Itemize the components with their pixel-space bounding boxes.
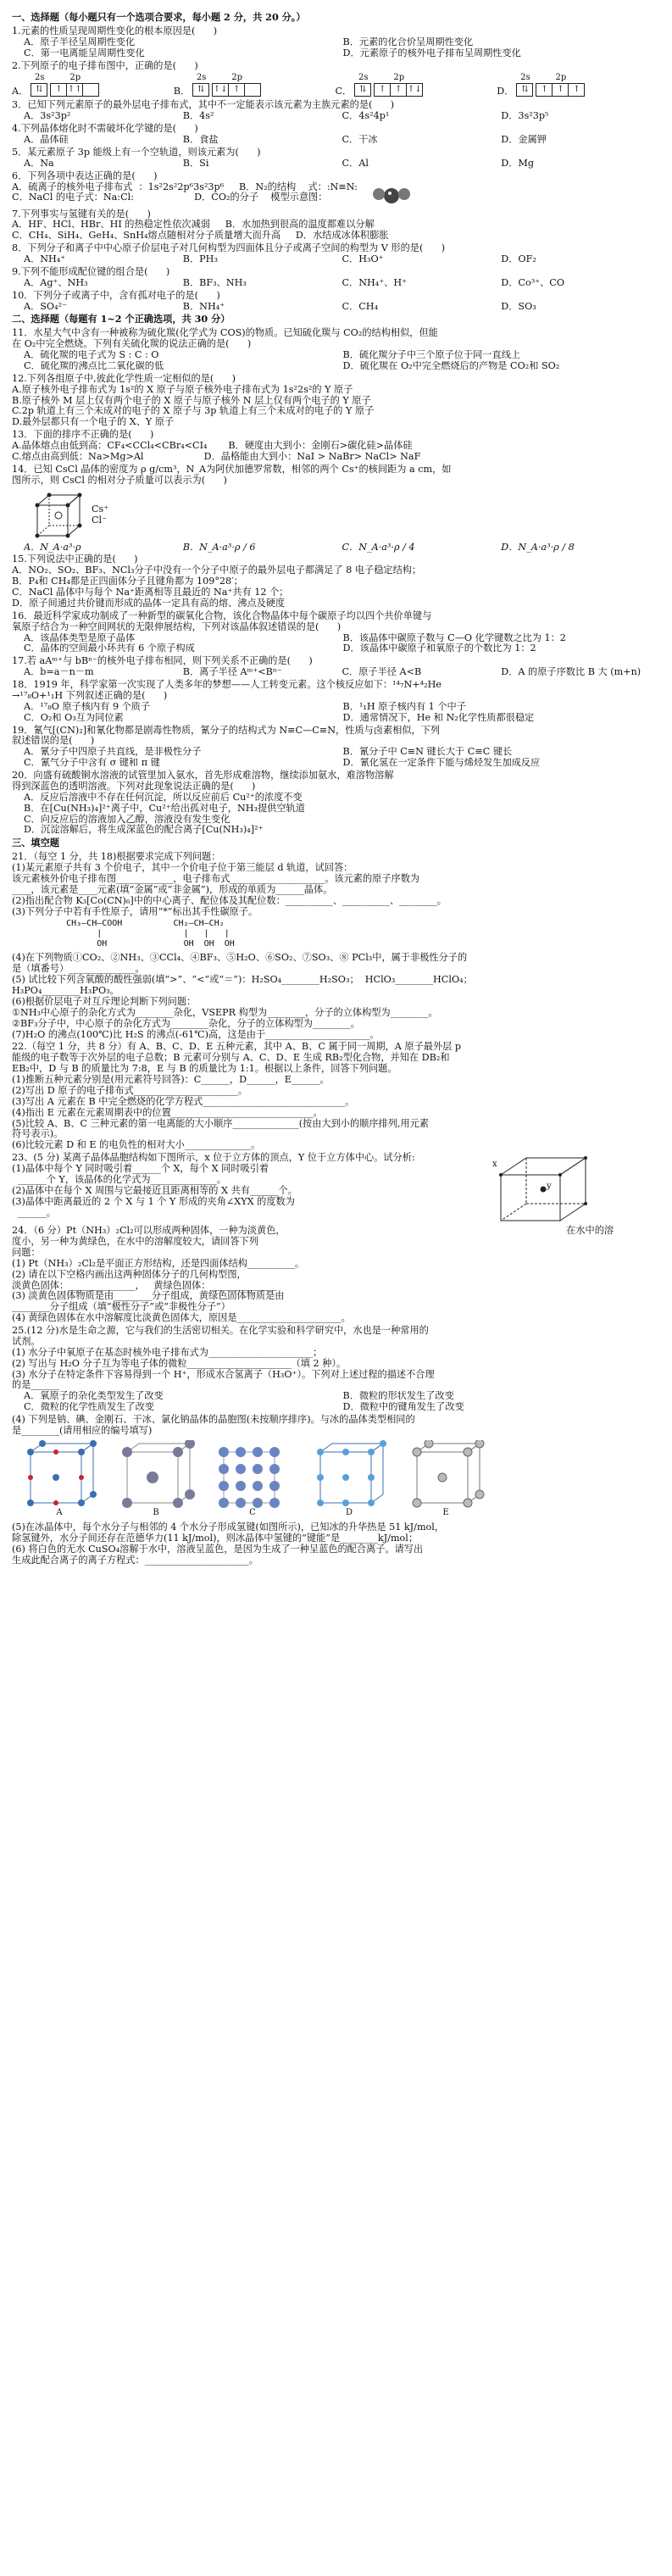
question-line: ①NH₃中心原子的杂化方式为________杂化，VSEPR 构型为________，分子的立体构型为________。 (12, 1006, 438, 1018)
question-line: ________分子组成（填“极性分子”或“非极性分子”） (12, 1301, 230, 1313)
option-a: A．NH₄⁺ (24, 254, 66, 264)
option-c: C．N_A·a³·ρ / 4 (342, 542, 415, 553)
crystal-lattice-icon (115, 1440, 197, 1508)
question-7 (12, 209, 653, 242)
question-stem: 15.下列说法中正确的是( ) (12, 554, 138, 565)
option-a: A．氰分子中四原子共直线，是非极性分子 (24, 747, 202, 758)
question-stem: 20．向盛有硫酸铜水溶液的试管里加入氨水，首先形成难溶物，继续添加氨水，难溶物溶解 (12, 770, 394, 781)
option-c: C．CH₄ (342, 301, 379, 312)
question-line: (1) 水分子中氧原子在基态时核外电子排布式为______________________； (12, 1346, 323, 1358)
option-a: A．Na (24, 158, 54, 169)
question-line: (1)晶体中每个 Y 同时吸引着______个 X，每个 X 同时吸引着 (12, 1163, 269, 1174)
crystal-figure-a (19, 1440, 100, 1518)
option-label: A． (12, 85, 29, 97)
option-c: C．H₃O⁺ (342, 254, 384, 264)
question-stem: 9.下列不能形成配位键的组合是( ) (12, 265, 170, 277)
option-line: B．P₄和 CH₄都是正四面体分子且键角都为 109°28′； (12, 576, 243, 587)
option-d: D．沉淀溶解后，将生成深蓝色的配合离子[Cu(NH₃)₄]²⁺ (24, 824, 264, 836)
figure-label: B (153, 1507, 159, 1517)
option-line: C．NaCl 晶体中与每个 Na⁺距离相等且最近的 Na⁺共有 12 个； (12, 587, 289, 598)
question-24 (12, 1226, 653, 1324)
question-line: (2) 请在以下空格内画出这两种固体分子的几何构型图， (12, 1268, 247, 1280)
question-9 (12, 267, 653, 289)
option-d: D．金属钾 (501, 135, 547, 145)
option-line: B.原子核外 M 层上仅有两个电子的 X 原子与原子核外 N 层上仅有两个电子的 Y 原子 (12, 394, 371, 406)
orbital-group (355, 73, 371, 97)
question-line: 的是______ (12, 1379, 59, 1391)
orbital-group (213, 73, 261, 97)
question-line: ②BF₃分子中，中心原子的杂化方式为________杂化，分子的立体构型为________。 (12, 1017, 360, 1029)
section-2-title: 二、选择题（每题有 1~2 个正确选项，共 30 分） (12, 313, 230, 325)
option-b: B．该晶体中碳原子数与 C—O 化学键数之比为 1：2 (342, 632, 566, 643)
question-20 (12, 771, 653, 836)
orbital-box: ⇅ (31, 83, 47, 97)
orbital-diagrams (12, 73, 653, 97)
question-stem: 19．氰气[(CN)₂]和氰化物都是剧毒性物质，氰分子的结构式为 N≡C—C≡N，性质与卤素相似，下列 (12, 724, 441, 736)
question-10 (12, 291, 653, 313)
orbital-box: ↑↓ (406, 83, 423, 97)
question-line: EB₂中，D 与 B 的质量比为 7:8，E 与 B 的质量比为 1:1。根据以上条件，回答下列问题。 (12, 1063, 397, 1075)
option-line: C．NaCl 的电子式：Na:Cl: D．CO₂的分子 模型示意图： (12, 192, 328, 203)
option-c: C．原子半径 A<B (342, 667, 422, 678)
question-line: 25.(12 分)水是生命之源，它与我们的生活密切相关。在化学实验和科学研究中，水也是一种常用的 (12, 1325, 429, 1336)
question-line: (2)写出 D 原子的电子排布式______________________。 (12, 1084, 248, 1096)
question-line: ____，该元素是____元素(填“金属”或“非金属”)，形成的单质为______晶体。 (12, 883, 333, 895)
option-d: D．Mg (501, 158, 535, 169)
molecule-structure: OH OH OH OH (46, 939, 235, 949)
option-b: B．BF₃、NH₃ (182, 277, 247, 288)
orbital-label: 2p (393, 73, 405, 83)
question-line: (2) 写出与 H₂O 分子互为等电子体的微粒______________________（填 2 种）。 (12, 1357, 347, 1369)
option-line: D．原子间通过共价键而形成的晶体一定具有高的熔、沸点及硬度 (12, 597, 286, 609)
question-stem: 17.若 aAᵐ⁺与 bBⁿ⁻的核外电子排布相同，则下列关系不正确的是( ) (12, 655, 313, 667)
question-line: (6)根据价层电子对互斥理论判断下列问题： (12, 995, 197, 1007)
question-line: 23、(5 分) 某离子晶体晶胞结构如下图所示，x 位于立方体的顶点，Y 位于立方体中心。试分析: (12, 1152, 415, 1164)
question-line: (6)比较元素 D 和 E 的电负性的相对大小______________。 (12, 1139, 261, 1151)
option-a: A．晶体硅 (24, 135, 69, 145)
question-line: 试剂。 (12, 1335, 41, 1347)
question-stem: 图所示，则 CsCl 的相对分子质量可以表示为( ) (12, 474, 227, 486)
question-23 (12, 1153, 653, 1224)
option-line: C．CH₄、SiH₄、GeH₄、SnH₄熔点随相对分子质量增大而升高 D．水结成冰体积膨胀 (12, 230, 389, 242)
orbital-diagram-option (497, 73, 653, 97)
question-21 (12, 852, 653, 1040)
option-c: C．硫化羰的沸点比二氧化碳的低 (24, 360, 164, 371)
question-25 (12, 1326, 653, 1566)
option-d: D．N_A·a³·ρ / 8 (501, 542, 575, 553)
option-a: A．¹⁷₈O 原子核内有 9 个质子 (24, 701, 151, 712)
option-d: D．该晶体中碳原子和氧原子的个数比为 1：2 (342, 643, 536, 654)
orbital-group (31, 73, 47, 97)
orbital-box: ↑ (228, 83, 245, 97)
option-a: A．原子半径呈周期性变化 (24, 36, 136, 47)
question-line: 生成此配合离子的离子方程式：______________________。 (12, 1554, 258, 1566)
orbital-label: 2s (196, 73, 207, 83)
orbital-box: ↑↑ (66, 83, 83, 97)
option-c: C．微粒的化学性质发生了改变 (24, 1402, 154, 1413)
crystal-figure-b (115, 1440, 197, 1518)
option-d: D．SO₃ (501, 301, 536, 312)
section-1-title: 一、选择题（每小题只有一个选项合要求，每小题 2 分，共 20 分。） (12, 11, 306, 23)
orbital-box: ↑ (50, 83, 67, 97)
question-stem: 5．某元素原子 3p 能级上有一个空轨道，则该元素为( ) (12, 146, 261, 158)
option-b: B．食盐 (182, 135, 219, 145)
orbital-label: 2s (358, 73, 369, 83)
question-line: (4)指出 E 元素在元素周期表中的位置______________________________。 (12, 1106, 323, 1118)
question-stem: 在 O₂中完全燃烧。下列有关硫化羰的说法正确的是( ) (12, 338, 252, 350)
orbital-box: ↑↓ (212, 83, 229, 97)
crystal-figure-c (212, 1440, 293, 1518)
question-stem: 氧原子结合为一种空间网状的无限伸展结构，下列对该晶体叙述错误的是( ) (12, 620, 342, 632)
x-label: x (492, 1160, 497, 1170)
question-line: ______个 Y，该晶体的化学式为______________。 (12, 1173, 227, 1185)
option-a: A．硫化羰的电子式为 S : C : O (24, 350, 159, 360)
option-a: A．该晶体类型是原子晶体 (24, 632, 136, 643)
question-stem: →¹⁷₈O+¹₁H 下列叙述正确的是( ) (12, 689, 168, 701)
orbital-group (51, 73, 99, 97)
option-b: B．¹₁H 原子核内有 1 个中子 (342, 701, 466, 712)
question-stem: 6．下列各项中表达正确的是( ) (12, 170, 158, 181)
orbital-box: ⇅ (192, 83, 209, 97)
question-stem: 8．下列分子和离子中中心原子价层电子对几何构型为四面体且分子或离子空间的构型为 V 形的是( ) (12, 242, 446, 254)
option-c: C．O₂和 O₃互为同位素 (24, 712, 124, 723)
option-line: C.2p 轨道上有三个未成对的电子的 X 原子与 3p 轨道上有三个未成对的电子的 Y 原子 (12, 405, 375, 417)
option-d: D．通常情况下，He 和 N₂化学性质都很稳定 (342, 712, 535, 723)
option-b: B．氰分子中 C≡N 键长大于 C≡C 键长 (342, 747, 513, 758)
option-a: A．反应后溶液中不存在任何沉淀，所以反应前后 Cu²⁺的浓度不变 (24, 791, 303, 803)
orbital-box: ↑ (536, 83, 553, 97)
question-line: 能级的电子数等于次外层的电子总数；B 元素可分别与 A、C、D、E 生成 RB₂型化合物，并知在 DB₂和 (12, 1052, 450, 1064)
option-line: C.熔点由高到低：Na>Mg>Al D．晶格能由大到小：NaI > NaBr> NaCl> NaF (12, 450, 421, 462)
option-c: C．NH₄⁺、H⁺ (342, 277, 408, 288)
question-3 (12, 100, 653, 122)
question-11 (12, 328, 653, 372)
option-line: D.最外层都只有一个电子的 X、Y 原子 (12, 416, 175, 428)
question-14 (12, 465, 653, 554)
orbital-label: 2s (520, 73, 530, 83)
question-line: (3)晶体中距离最近的 2 个 X 与 1 个 Y 形成的夹角∠XYX 的度数为 (12, 1195, 295, 1207)
question-stem: 1.元素的性质呈现周期性变化的根本原因是( ) (12, 25, 218, 36)
question-stem: 18．1919 年，科学家第一次实现了人类多年的梦想——人工转变元素。这个核反应如下：¹⁴₇N+⁴₂He (12, 679, 442, 690)
question-stem: 7.下列事实与氢键有关的是( ) (12, 208, 151, 220)
question-line: ______。 (12, 1206, 56, 1218)
question-line: (3) 淡黄色固体物质是由________分子组成，黄绿色固体物质是由 (12, 1290, 285, 1302)
crystal-figures (19, 1440, 653, 1518)
question-6 (12, 171, 653, 208)
option-b: B．在[Cu(NH₃)₄]²⁺离子中，Cu²⁺给出孤对电子，NH₃提供空轨道 (24, 802, 305, 814)
question-line: (3) 水分子在特定条件下容易得到一个 H⁺，形成水合氢离子（H₃O⁺）。下列对上述过程的描述不合理 (12, 1368, 435, 1380)
option-c: C．晶体的空间最小环共有 6 个原子构成 (24, 643, 195, 654)
crystal-figure-e (405, 1440, 486, 1518)
cs-label: Cs⁺ (92, 503, 109, 515)
question-line: (4)在下列物质①CO₂、②NH₃、③CCl₄、④BF₃、⑤H₂O、⑥SO₂、⑦SO₃、⑧ PCl₃中，属于非极性分子的 (12, 952, 468, 964)
question-line: (2)晶体中在每个 X 周围与它最接近且距离相等的 X 共有______个。 (12, 1184, 297, 1196)
option-b: B．Si (182, 158, 209, 169)
option-d: D．A 的原子序数比 B 大 (m+n) (501, 667, 641, 678)
option-b: B．4s² (182, 111, 214, 122)
orbital-box: ↑ (390, 83, 407, 97)
question-line: 21．（每空 1 分，共 18)根据要求完成下列问题： (12, 851, 221, 863)
question-stem: 叙述错误的是( ) (12, 735, 95, 747)
option-a: A．b=a－n－m (24, 667, 94, 678)
option-line: A．NO₂、SO₂、BF₃、NCl₃分子中没有一个分子中原子的最外层电子都满足了 8 电子稳定结构； (12, 565, 422, 576)
cscl-cell-figure (32, 490, 86, 541)
crystal-lattice-icon (308, 1440, 390, 1508)
orbital-label: 2p (69, 73, 81, 83)
question-line: (4) 黄绿色固体在水中溶解度比淡黄色固体大，原因是______________________。 (12, 1312, 351, 1324)
question-4 (12, 124, 653, 146)
question-line: (1)推断五种元素分别是(用元素符号回答)：C______，D______，E______。 (12, 1074, 330, 1085)
option-a: A．SO₄²⁻ (24, 301, 67, 312)
question-line: 除氢键外，水分子间还存在范德华力(11 kJ/mol)，则冰晶体中氢键的“键能”是________kJ/mol； (12, 1533, 419, 1544)
question-line: (1) Pt（NH₃）₂Cl₂是平面正方形结构，还是四面体结构__________。 (12, 1257, 305, 1269)
question-stem: 得到深蓝色的透明溶液。下列对此现象说法正确的是( ) (12, 780, 256, 792)
question-line: (3)写出 A 元素在 B 中完全燃烧的化学方程式______________________________。 (12, 1095, 355, 1107)
option-d: D．OF₂ (501, 254, 536, 264)
question-line: (2)指出配合物 K₃[Co(CN)₆]中的中心离子、配位体及其配位数：__________、__________、________。 (12, 894, 447, 906)
question-line: 24．（6 分）Pt（NH₃）₂Cl₂可以形成两种固体，一种为淡黄色， (12, 1225, 286, 1237)
orbital-label: 2s (35, 73, 45, 83)
question-22 (12, 1042, 653, 1151)
orbital-group (517, 73, 533, 97)
section-3-title: 三、填空题 (12, 837, 59, 849)
option-line: A．HF、HCl、HBr、HI 的热稳定性依次减弱 B．水加热到很高的温度都难以分解 (12, 219, 375, 231)
question-stem: 16．最近科学家成功制成了一种新型的碳氧化合物，该化合物晶体中每个碳原子均以四个共价单键与 (12, 609, 432, 621)
option-a: A．N_A·a³·ρ (24, 542, 81, 553)
molecule-structure: CH₃—CH—COOH CH₂—CH—CH₂ (46, 919, 225, 929)
question-line: 度小，另一种为黄绿色，在水中的溶解度较大，请回答下列 (12, 1236, 258, 1247)
figure-label: C (249, 1507, 256, 1517)
figure-label: E (442, 1507, 449, 1517)
question-line: 淡黄色固体：______________， 黄绿色固体：______________ (12, 1279, 277, 1291)
crystal-lattice-icon (405, 1440, 486, 1508)
question-5 (12, 147, 653, 170)
question-line: 符号表示)。 (12, 1128, 64, 1140)
orbital-diagram-option (174, 73, 330, 97)
question-line: 22.（每空 1 分，共 8 分）有 A、B、C、D、E 五种元素，其中 A、B、C 属于同一周期，A 原子最外层 p (12, 1041, 462, 1053)
question-stem: 4.下列晶体熔化时不需破坏化学键的是( ) (12, 123, 198, 135)
question-19 (12, 726, 653, 770)
option-b: B．NH₄⁺ (182, 301, 225, 312)
question-1 (12, 26, 653, 59)
question-stem: 14．已知 CsCl 晶体的密度为 ρ g/cm³，N_A为阿伏加德罗常数，相邻的两个 Cs⁺的核间距为 a cm，如 (12, 463, 452, 475)
orbital-box: ↑ (374, 83, 391, 97)
co2-model-icon (366, 182, 417, 208)
question-line: (3)下列分子中若有手性原子，请用“*”标出其手性碳原子。 (12, 905, 258, 917)
option-c: C．氰气分子中含有 σ 键和 π 键 (24, 758, 160, 769)
option-line: A．硫离子的核外电子排布式 ：1s²2s²2p⁶3s²3p⁶ B．N₂的结构 式：:N≡N: (12, 181, 358, 192)
question-line: (7)H₂O 的沸点(100℃)比 H₂S 的沸点(-61℃)高，这是由于______________________。 (12, 1028, 380, 1040)
orbital-box (244, 83, 261, 97)
option-a: A．3s²3p² (24, 111, 71, 122)
figure-label: D (345, 1507, 353, 1517)
option-b: B．N_A·a³·ρ / 6 (182, 542, 256, 553)
orbital-box: ⇅ (516, 83, 533, 97)
option-d: D．硫化羰在 O₂中完全燃烧后的产物是 CO₂和 SO₂ (342, 360, 560, 371)
question-line: (5)在冰晶体中，每个水分子与相邻的 4 个水分子形成氢键(如图所示)，已知冰的升华热是 51 kJ/mol， (12, 1522, 445, 1533)
option-line: A.原子核外电子排布式为 1s²的 X 原子与原子核外电子排布式为 1s²2s²的 Y 原子 (12, 383, 353, 395)
orbital-box: ↑ (552, 83, 569, 97)
question-18 (12, 680, 653, 724)
y-label: y (547, 1182, 552, 1192)
orbital-group (193, 73, 209, 97)
option-b: B．微粒的形状发生了改变 (342, 1391, 454, 1402)
option-c: C．第一电离能呈周期性变化 (24, 47, 145, 58)
question-16 (12, 611, 653, 655)
option-c: C．干冰 (342, 135, 378, 145)
orbital-diagram-option (12, 73, 169, 97)
question-stem: 12.下列各组原子中,彼此化学性质一定相似的是( ) (12, 372, 236, 384)
option-c: C．Al (342, 158, 369, 169)
orbital-group (536, 73, 585, 97)
option-d: D．3s²3p⁵ (501, 111, 549, 122)
question-line: 是________(请用相应的编号填写) (12, 1424, 153, 1436)
question-stem: 13．下面的排序不正确的是( ) (12, 429, 154, 441)
option-b: B．PH₃ (182, 254, 218, 264)
option-a: A．Ag⁺、NH₃ (24, 277, 88, 288)
question-line: H₃PO₄________H₃PO₃。 (12, 985, 119, 996)
orbital-box: ↑ (568, 83, 585, 97)
question-line: (6) 将白色的无水 CuSO₄溶解于水中，溶液呈蓝色，是因为生成了一种呈蓝色的配合离子。请写出 (12, 1544, 424, 1555)
question-line: (5) 试比较下列含氧酸的酸性强弱(填“>”、“<”或“＝”)：H₂SO₄________H₂SO₃； HClO₃________HClO₄； (12, 974, 473, 986)
question-line: (4) 下列是钠、碘、金刚石、干冰、氯化钠晶体的晶胞图(未按顺序排序)。与冰的晶体类型相同的 (12, 1414, 415, 1425)
orbital-label: 2p (231, 73, 243, 83)
option-d: D．微粒中的键角发生了改变 (342, 1402, 464, 1413)
orbital-box (82, 83, 99, 97)
crystal-figure-d (308, 1440, 390, 1518)
question-12 (12, 374, 653, 428)
question-stem: 10．下列分子或离子中，含有孤对电子的是( ) (12, 289, 220, 301)
orbital-diagram-option (336, 73, 492, 97)
question-15 (12, 554, 653, 609)
question-stem: 2.下列原子的电子排布图中，正确的是( ) (12, 59, 198, 71)
option-label: D． (497, 85, 514, 97)
option-a: A．氧原子的杂化类型发生了改变 (24, 1391, 164, 1402)
orbital-box: ⇅ (354, 83, 371, 97)
question-line: (1)某元素原子共有 3 个价电子，其中一个价电子位于第三能层 d 轨道，试回答： (12, 862, 353, 873)
crystal-lattice-icon (19, 1440, 100, 1508)
orbital-group (375, 73, 423, 97)
question-line: 该元素核外价电子排布图____________，电子排布式____________________。该元素的原子序数为 (12, 872, 420, 884)
question-line: (5)比较 A、B、C 三种元素的第一电离能的大小顺序______________(按由大到小的顺序排列,用元素 (12, 1117, 430, 1129)
crystal-lattice-icon (212, 1440, 293, 1508)
option-label: C． (335, 85, 353, 97)
option-d: D．氰化氢在一定条件下能与烯烃发生加成反应 (342, 758, 541, 769)
orbital-label: 2p (555, 73, 567, 83)
question-stem: 3．已知下列元素原子的最外层电子排布式，其中不一定能表示该元素为主族元素的是( ) (12, 99, 395, 111)
option-c: C．向反应后的溶液加入乙醇，溶液没有发生变化 (24, 813, 230, 825)
option-c: C．4s²4p¹ (342, 111, 390, 122)
option-b: B．元素的化合价呈周期性变化 (342, 36, 474, 47)
question-stem: 11．水星大气中含有一种被称为硫化羰(化学式为 COS)的物质。已知硫化羰与 CO₂的结构相似，但能 (12, 327, 438, 339)
question-8 (12, 243, 653, 265)
option-d: D．元素原子的核外电子排布呈周期性变化 (342, 47, 521, 58)
question-line: 是（填番号）______________。 (12, 963, 145, 975)
question-line: 问题： (12, 1246, 41, 1258)
option-d: D．Co³⁺、CO (501, 277, 565, 288)
question-2 (12, 61, 653, 97)
option-b: B．离子半径 Aᵐ⁺<Bⁿ⁻ (182, 667, 282, 678)
question-line: 在水中的溶 (560, 1225, 614, 1237)
cl-label: Cl⁻ (92, 514, 108, 526)
molecule-structure: | | | | (46, 929, 230, 939)
option-line: A.晶体熔点由低到高：CF₄<CCl₄<CBr₄<CI₄ B．硬度由大到小：金刚石>碳化硅>晶体硅 (12, 440, 413, 451)
question-17 (12, 656, 653, 678)
figure-label: A (56, 1507, 63, 1517)
question-13 (12, 430, 653, 463)
option-b: B．硫化羰分子中三个原子位于同一直线上 (342, 350, 521, 360)
option-label: B． (173, 85, 191, 97)
